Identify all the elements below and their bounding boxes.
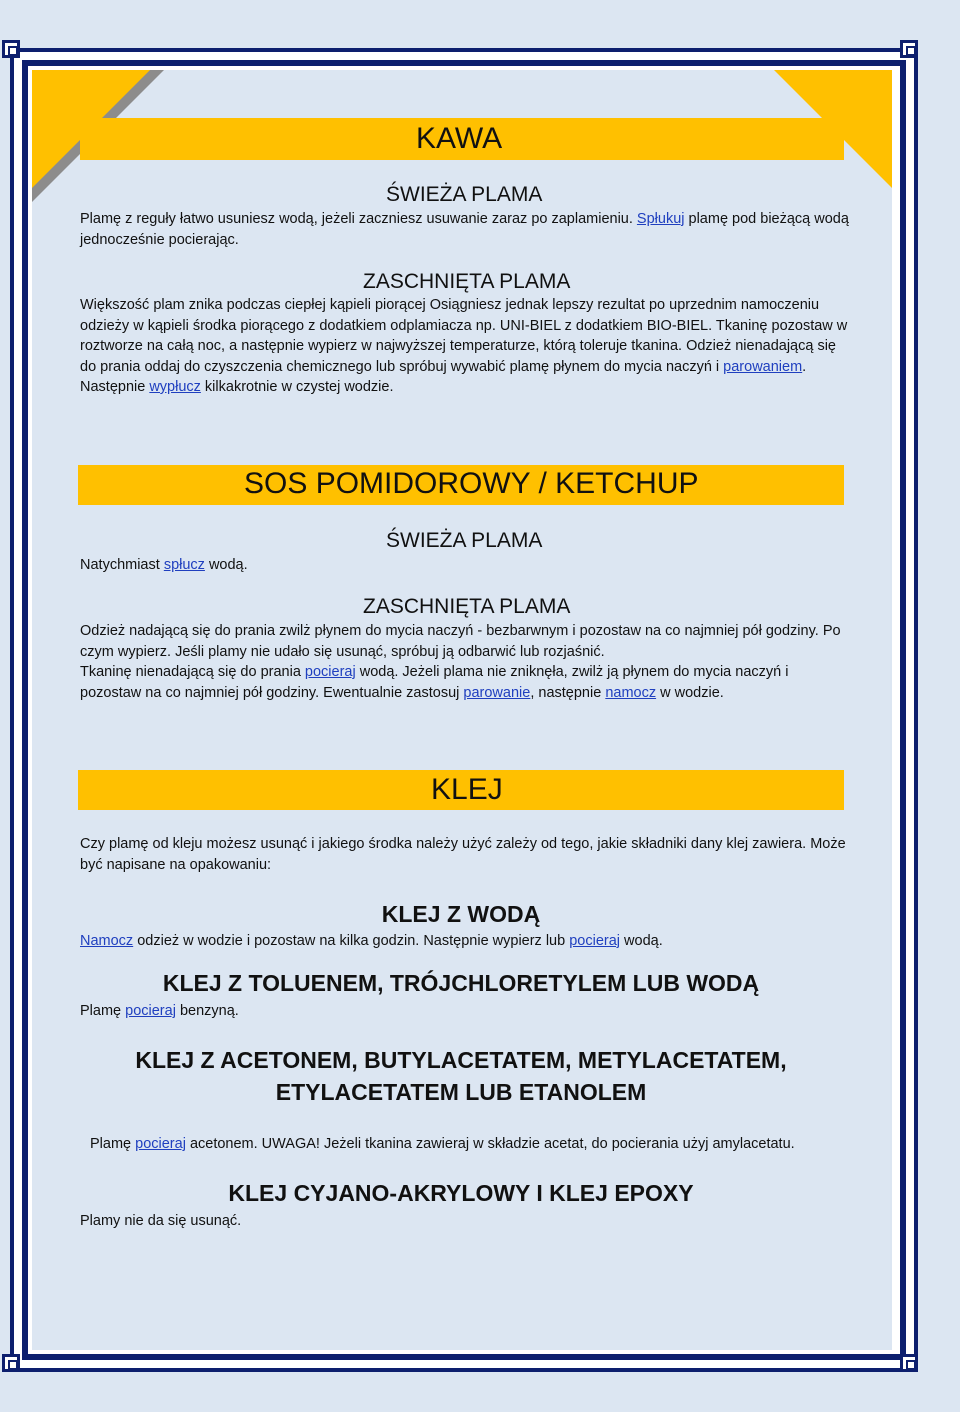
kawa-dried-heading: ZASCHNIĘTA PLAMA (363, 270, 571, 293)
text-span: wodą. (204, 557, 248, 573)
klej-s2-heading: KLEJ Z TOLUENEM, TRÓJCHLORETYLEM LUB WODĄ (162, 970, 760, 996)
link-parowanie[interactable]: parowanie (463, 684, 531, 701)
link-namocz[interactable]: namocz (605, 684, 657, 701)
link-pocieraj[interactable]: pocieraj (304, 664, 356, 680)
corner-ornament-tr (900, 40, 918, 58)
text-span: Plamę (90, 1136, 136, 1152)
link-splucz[interactable]: spłucz (163, 557, 205, 573)
text-span: kilkakrotnie w czystej wodzie. (200, 379, 394, 395)
text-span: w wodzie. (656, 684, 724, 701)
klej-s3-heading-2: ETYLACETATEM LUB ETANOLEM (275, 1079, 647, 1105)
kawa-fresh-heading: ŚWIEŻA PLAMA (386, 183, 543, 206)
klej-s2-text (80, 1001, 850, 1022)
link-pocieraj[interactable]: pocieraj (125, 1003, 176, 1019)
text-span: plamę pod bieżącą wodą jednocześnie pocierając. (80, 211, 849, 248)
klej-s3-heading-1: KLEJ Z ACETONEM, BUTYLACETATEM, METYLACETATEM, (135, 1047, 787, 1073)
link-parowaniem[interactable]: parowaniem (723, 358, 803, 375)
text-span: Plamę z reguły łatwo usuniesz wodą, jeżeli zaczniesz usuwanie zaraz po zaplamieniu. (80, 211, 637, 227)
klej-s3-text (90, 1134, 860, 1155)
kawa-title: KAWA (416, 122, 503, 155)
sos-dried-text-1: Odzież nadającą się do prania zwilż płynem do mycia naczyń - bezbarwnym i pozostaw na co najmniej pół godziny. Po czym wypierz. Jeśli plamy nie udało się usunąć, spróbuj ją odbarwić lub rozjaśnić. (80, 623, 841, 660)
link-wyplucz[interactable]: wypłucz (149, 379, 201, 395)
klej-s4-text: Plamy nie da się usunąć. (80, 1213, 242, 1229)
link-splukuj[interactable]: Spłukuj (636, 211, 685, 227)
text-span: . Następnie (80, 358, 807, 395)
corner-ornament-tl (2, 40, 20, 58)
text-span: wodą. Jeżeli plama nie zniknęła, zwilż ją płynem do mycia naczyń i pozostaw na co najmniej pół godziny. Ewentualnie zastosuj (80, 664, 789, 701)
text-span: wodą. (620, 933, 663, 949)
text-span: benzyną. (175, 1003, 239, 1019)
sos-title: SOS POMIDOROWY / KETCHUP (244, 467, 699, 500)
corner-ornament-bl (2, 1354, 20, 1372)
link-pocieraj[interactable]: pocieraj (135, 1136, 186, 1152)
sos-dried-heading: ZASCHNIĘTA PLAMA (363, 595, 571, 618)
klej-s1-heading: KLEJ Z WODĄ (381, 901, 541, 927)
text-span: Większość plam znika podczas ciepłej kąpieli piorącej Osiągniesz jednak lepszy rezultat po uprzednim namoczeniu odzieży w kąpieli środka piorącego z dodatkiem odplamiacza np. UNI-BIEL z dodatkiem BIO-BIEL. Tkaninę pozostaw w roztworze na całą noc, a następnie wypierz w najwyższej temperaturze, którą toleruje tkanina. Odzież nienadającą się do prania oddaj do czyszczenia chemicznego lub spróbuj wywabić plamę płynem do mycia naczyń i (80, 297, 848, 375)
text-span: Natychmiast (80, 557, 164, 573)
sos-fresh-text (80, 555, 850, 576)
corner-ornament-br (900, 1354, 918, 1372)
text-span: , następnie (530, 684, 606, 701)
text-span: Tkaninę nienadającą się do prania (80, 664, 305, 680)
klej-s1-text (80, 931, 850, 952)
klej-s4-heading: KLEJ CYJANO-AKRYLOWY I KLEJ EPOXY (228, 1180, 694, 1206)
klej-title: KLEJ (431, 773, 503, 806)
text-span: acetonem. UWAGA! Jeżeli tkanina zawieraj w składzie acetat, do pocierania użyj amylacetatu. (185, 1136, 795, 1152)
link-pocieraj[interactable]: pocieraj (569, 933, 620, 949)
text-span: Plamę (80, 1003, 126, 1019)
kawa-fresh-text (80, 209, 850, 250)
klej-intro: Czy plamę od kleju możesz usunąć i jakiego środka należy użyć zależy od tego, jakie składniki dany klej zawiera. Może być napisane na opakowaniu: (80, 836, 846, 873)
kawa-dried-text (80, 295, 850, 398)
page-content-area (32, 70, 892, 1350)
sos-fresh-heading: ŚWIEŻA PLAMA (386, 529, 543, 552)
text-span: odzież w wodzie i pozostaw na kilka godzin. Następnie wypierz lub (133, 933, 570, 949)
link-namocz[interactable]: Namocz (80, 933, 134, 949)
sos-dried-text-2 (80, 662, 850, 703)
